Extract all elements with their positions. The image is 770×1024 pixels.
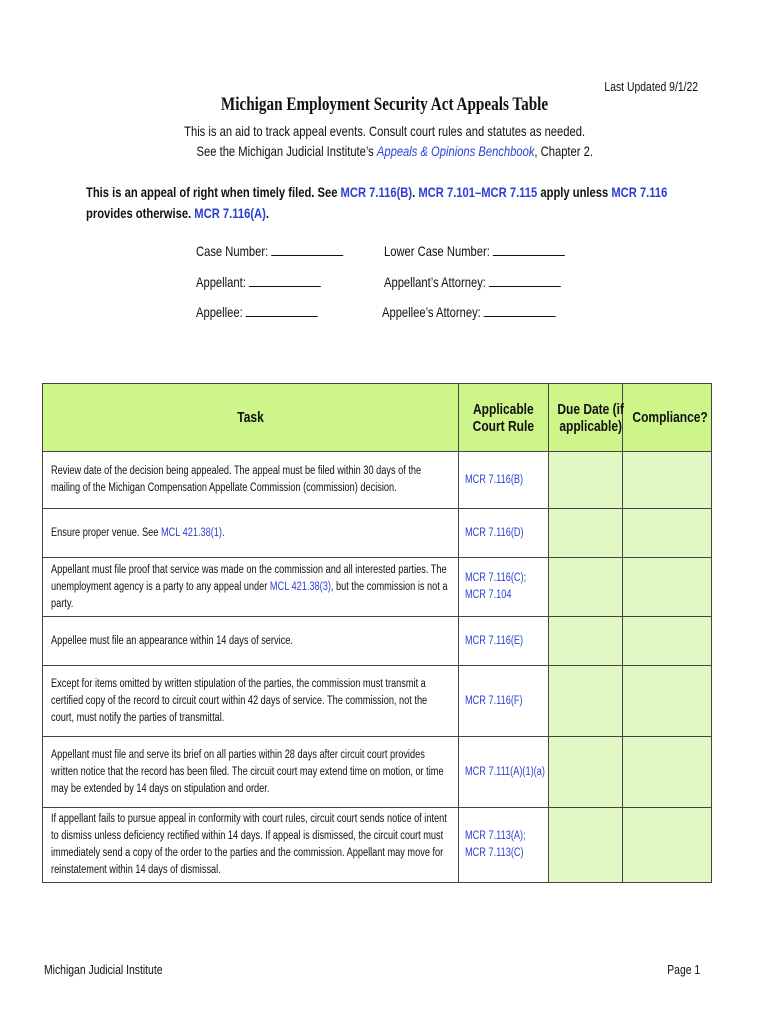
lower-case-number-label: Lower Case Number: — [384, 243, 490, 259]
court-rule-link[interactable]: MCR 7.116(D) — [465, 526, 524, 539]
court-rule-cell — [459, 452, 549, 509]
due-date-cell[interactable] — [549, 509, 623, 558]
court-rule-cell — [459, 808, 549, 883]
court-rule-cell — [459, 558, 549, 617]
due-date-cell[interactable] — [549, 558, 623, 617]
appellee-field[interactable] — [196, 304, 348, 320]
task-cell: Appellant must file and serve its brief on all parties within 28 days after circuit court provides written notice that the record has been filed. The circuit court may extend time on motion, or time may be extended by 14 days on stipulation and order. — [43, 737, 459, 808]
court-rule-link[interactable]: MCR 7.116(C); MCR 7.104 — [465, 572, 527, 601]
task-cell: Appellee must file an appearance within 14 days of service. — [43, 617, 459, 666]
compliance-column-header: Compliance? — [623, 384, 712, 452]
task-cell: Except for items omitted by written stipulation of the parties, the commission must transmit a certified copy of the record to circuit court within 42 days of service. The commission, not the court, must notify the parties of transmittal. — [43, 666, 459, 737]
lower-case-number-field[interactable] — [384, 243, 610, 259]
statute-link[interactable]: MCL 421.38(1) — [160, 526, 222, 539]
task-cell: Review date of the decision being appealed. The appeal must be filed within 30 days of the mailing of the Michigan Compensation Appellate Commission (commission) decision. — [43, 452, 459, 509]
appellants-attorney-label: Appellant’s Attorney: — [384, 274, 486, 290]
court-rule-link[interactable]: MCR 7.116(E) — [465, 634, 524, 647]
task-cell: Ensure proper venue. See MCL 421.38(1). — [43, 509, 459, 558]
court-rule-link[interactable]: MCR 7.116(B) — [465, 473, 524, 486]
due-date-cell[interactable] — [549, 666, 623, 737]
intro-line-1: This is an aid to track appeal events. Consult court rules and statutes as needed. — [184, 123, 586, 139]
benchbook-link[interactable]: Appeals & Opinions Benchbook — [377, 143, 535, 159]
page-number: Page 1 — [667, 962, 700, 977]
page-title: Michigan Employment Security Act Appeals Table — [221, 94, 549, 115]
compliance-cell[interactable] — [623, 737, 712, 808]
case-number-label: Case Number: — [196, 243, 269, 259]
appellees-attorney-label: Appellee’s Attorney: — [382, 304, 481, 320]
table-header-row — [43, 384, 712, 452]
court-rule-link[interactable]: MCR 7.113(A); MCR 7.113(C) — [465, 830, 526, 859]
rule-link-mcr-7-116-a[interactable]: MCR 7.116(A) — [194, 205, 266, 221]
appeals-table — [42, 383, 712, 883]
task-cell: If appellant fails to pursue appeal in conformity with court rules, circuit court sends notice of intent to dismiss unless deficiency rectified within 14 days. If appeal is dismissed, the circuit court must immediately send a copy of the order to the parties and the commission. Appellant may move for reinstatement within 14 days of dismissal. — [43, 808, 459, 883]
compliance-cell[interactable] — [623, 617, 712, 666]
table-row — [43, 452, 712, 509]
last-updated: Last Updated 9/1/22 — [604, 79, 698, 94]
table-row — [43, 666, 712, 737]
court-rule-column-header: Applicable Court Rule — [459, 384, 549, 452]
task-column-header: Task — [43, 384, 459, 452]
table-row — [43, 617, 712, 666]
table-row — [43, 509, 712, 558]
appellee-label: Appellee: — [196, 304, 243, 320]
appellants-attorney-field[interactable] — [384, 274, 605, 290]
table-row — [43, 737, 712, 808]
intro-line-2: See the Michigan Judicial Institute’s Appeals & Opinions Benchbook, Chapter 2. — [196, 143, 594, 159]
compliance-cell[interactable] — [623, 666, 712, 737]
table-row — [43, 808, 712, 883]
due-date-cell[interactable] — [549, 737, 623, 808]
compliance-cell[interactable] — [623, 509, 712, 558]
compliance-cell[interactable] — [623, 558, 712, 617]
court-rule-cell — [459, 509, 549, 558]
court-rule-link[interactable]: MCR 7.116(F) — [465, 694, 523, 707]
rule-link-mcr-7-116[interactable]: MCR 7.116 — [611, 184, 668, 200]
appeal-of-right-paragraph: This is an appeal of right when timely filed. See MCR 7.116(B). MCR 7.101–MCR 7.115 apply unless MCR 7.116 provides otherwise. MCR 7.116(A). — [86, 184, 668, 221]
due-date-cell[interactable] — [549, 808, 623, 883]
case-number-field[interactable] — [196, 243, 380, 259]
compliance-cell[interactable] — [623, 452, 712, 509]
due-date-cell[interactable] — [549, 617, 623, 666]
court-rule-link[interactable]: MCR 7.111(A)(1)(a) — [465, 765, 545, 778]
rule-link-mcr-7-116-b[interactable]: MCR 7.116(B) — [340, 184, 413, 200]
rule-link-mcr-7-101-7-115[interactable]: MCR 7.101–MCR 7.115 — [418, 184, 538, 200]
task-cell: Appellant must file proof that service was made on the commission and all interested parties. The unemployment agency is a party to any appeal under MCL 421.38(3), but the commission is not a party. — [43, 558, 459, 617]
footer-organization: Michigan Judicial Institute — [44, 962, 163, 977]
appellant-label: Appellant: — [196, 274, 246, 290]
court-rule-cell — [459, 666, 549, 737]
table-row — [43, 558, 712, 617]
appellant-field[interactable] — [196, 274, 352, 290]
court-rule-cell — [459, 737, 549, 808]
due-date-column-header: Due Date (if applicable) — [549, 384, 623, 452]
appellees-attorney-field[interactable] — [382, 304, 599, 320]
court-rule-cell — [459, 617, 549, 666]
due-date-cell[interactable] — [549, 452, 623, 509]
compliance-cell[interactable] — [623, 808, 712, 883]
statute-link[interactable]: MCL 421.38(3) — [269, 580, 331, 593]
